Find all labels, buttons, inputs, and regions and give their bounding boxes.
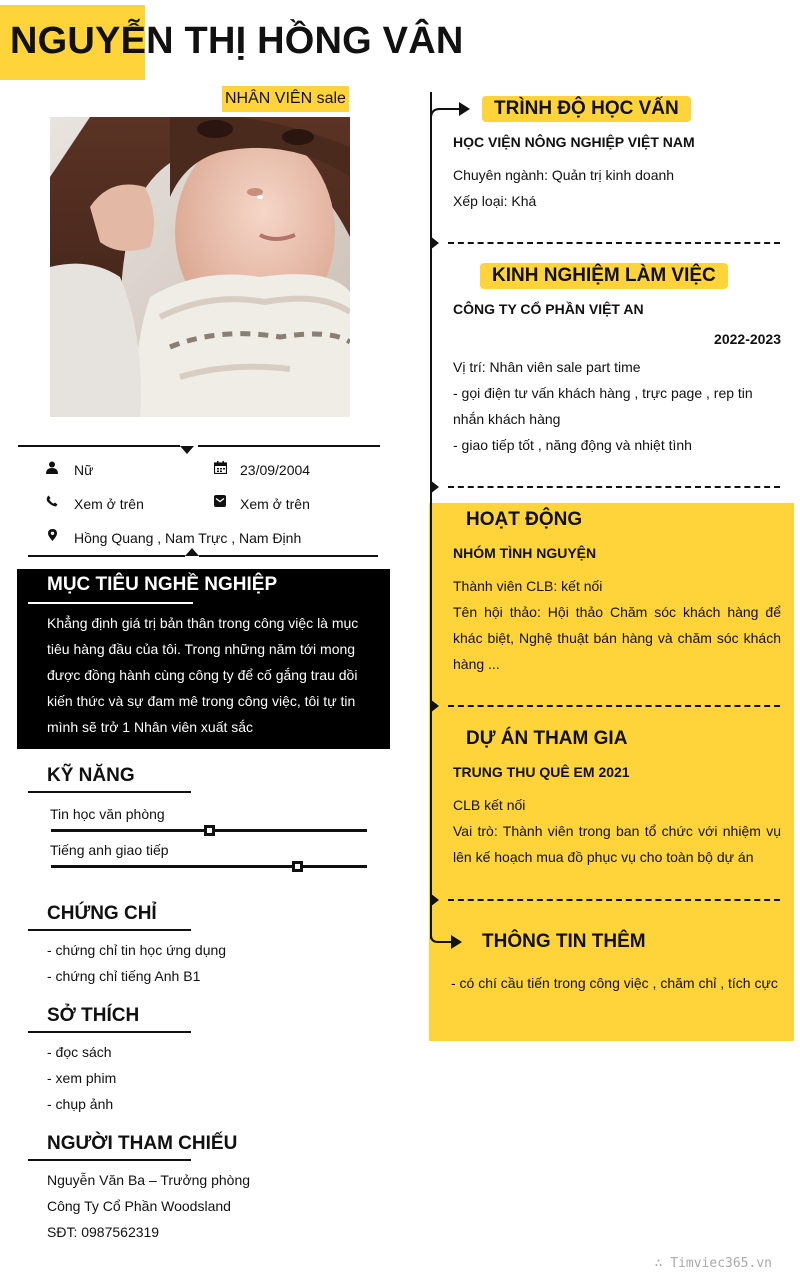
map-marker-icon [45, 529, 59, 543]
birthday-value: 23/09/2004 [240, 462, 311, 478]
objective-text: Khẳng định giá trị bản thân trong công việc là mục tiêu hàng đầu của tôi. Trong những năm tới mong được đồng hành cùng công ty để cố gắng trau dồi kiến thức và sự đam mê trong công việc, tôi tự tin mình sẽ trở 1 Nhân viên xuất sắc [47, 615, 359, 735]
phone-value[interactable]: Xem ở trên [74, 496, 144, 512]
portrait-illustration [50, 117, 350, 417]
candidate-name: NGUYỄN THỊ HỒNG VÂN [10, 20, 464, 62]
timeline-arrow-icon [430, 915, 464, 955]
references-title: NGƯỜI THAM CHIẾU [47, 1133, 238, 1154]
extra-info-text: - có chí cầu tiến trong công việc , chăm chỉ , tích cực [451, 975, 778, 991]
experience-duty: - giao tiếp tốt , năng động và nhiệt tình [453, 437, 692, 453]
list-item: - đọc sách [47, 1044, 112, 1060]
company-name: CÔNG TY CỔ PHẦN VIỆT AN [453, 301, 644, 317]
experience-period: 2022-2023 [714, 331, 781, 347]
project-name: TRUNG THU QUÊ EM 2021 [453, 764, 630, 780]
certificates-underline [28, 929, 191, 931]
skill-label: Tiếng anh giao tiếp [50, 842, 169, 858]
hobbies-underline [28, 1031, 191, 1033]
list-item: Công Ty Cổ Phần Woodsland [47, 1198, 231, 1214]
school-name: HỌC VIỆN NÔNG NGHIỆP VIỆT NAM [453, 134, 695, 150]
skill-level-marker [292, 861, 303, 872]
timeline-marker [430, 236, 439, 250]
education-grade: Xếp loại: Khá [453, 193, 537, 209]
skill-level-marker [204, 825, 215, 836]
education-title: TRÌNH ĐỘ HỌC VẤN [482, 96, 691, 122]
list-item: - xem phim [47, 1070, 117, 1086]
objective-underline [28, 602, 193, 604]
timeline-marker [430, 699, 439, 713]
projects-title: DỰ ÁN THAM GIA [466, 728, 628, 749]
phone-icon [45, 495, 59, 509]
skills-underline [28, 791, 191, 793]
experience-title: KINH NGHIỆM LÀM VIỆC [480, 263, 728, 289]
address-value: Hồng Quang , Nam Trực , Nam Định [74, 530, 302, 546]
email-value[interactable]: Xem ở trên [240, 496, 310, 512]
calendar-icon [213, 461, 227, 475]
activities-title: HOẠT ĐỘNG [466, 509, 583, 530]
list-item: - chứng chỉ tiếng Anh B1 [47, 968, 201, 984]
gender-value: Nữ [74, 462, 94, 478]
info-bottom-line-left [28, 555, 185, 557]
envelope-icon [213, 495, 227, 509]
skills-title: KỸ NĂNG [47, 765, 135, 786]
skill-label: Tin học văn phòng [50, 806, 165, 822]
certificates-title: CHỨNG CHỈ [47, 903, 157, 924]
project-org: CLB kết nối [453, 797, 526, 813]
experience-duty: - gọi điện tư vấn khách hàng , trực page , rep tin nhắn khách hàng [453, 385, 753, 427]
section-divider [448, 899, 780, 901]
section-divider [448, 486, 780, 488]
education-major: Chuyên ngành: Quản trị kinh doanh [453, 167, 675, 183]
info-top-line-left [18, 445, 180, 447]
timeline-line [430, 92, 432, 939]
timeline-marker [430, 480, 439, 494]
references-underline [28, 1159, 191, 1161]
section-divider [448, 705, 780, 707]
list-item: - chứng chỉ tin học ứng dụng [47, 942, 227, 958]
skill-track [51, 865, 367, 868]
info-bottom-line-right [199, 555, 378, 557]
timeline-marker [430, 893, 439, 907]
info-bottom-triangle [185, 548, 199, 556]
watermark: ∴ Timviec365.vn [654, 1256, 772, 1271]
info-top-line-right [198, 445, 380, 447]
list-item: SĐT: 0987562319 [47, 1224, 160, 1240]
user-icon [45, 461, 59, 475]
project-role: Vai trò: Thành viên trong ban tổ chức với nhiệm vụ lên kế hoạch mua đồ phục vụ cho toàn bộ dự án [453, 823, 781, 865]
activity-detail: Tên hội thảo: Hội thảo Chăm sóc khách hàng để khác biệt, Nghệ thuật bán hàng và chăm sóc khách hàng ... [453, 604, 781, 672]
profile-photo [50, 117, 350, 417]
experience-position: Vị trí: Nhân viên sale part time [453, 359, 641, 375]
activity-role: Thành viên CLB: kết nối [453, 578, 603, 594]
list-item: Nguyễn Văn Ba – Trưởng phòng [47, 1172, 251, 1188]
section-divider [448, 242, 780, 244]
list-item: - chụp ảnh [47, 1096, 114, 1112]
timeline-arrow-icon [430, 98, 472, 120]
job-title: NHÂN VIÊN sale [222, 86, 349, 112]
activity-org: NHÓM TÌNH NGUYỆN [453, 545, 597, 561]
info-top-triangle [180, 446, 194, 454]
hobbies-title: SỞ THÍCH [47, 1005, 140, 1026]
extra-info-title: THÔNG TIN THÊM [482, 931, 646, 952]
objective-title: MỤC TIÊU NGHỀ NGHIỆP [47, 574, 278, 595]
